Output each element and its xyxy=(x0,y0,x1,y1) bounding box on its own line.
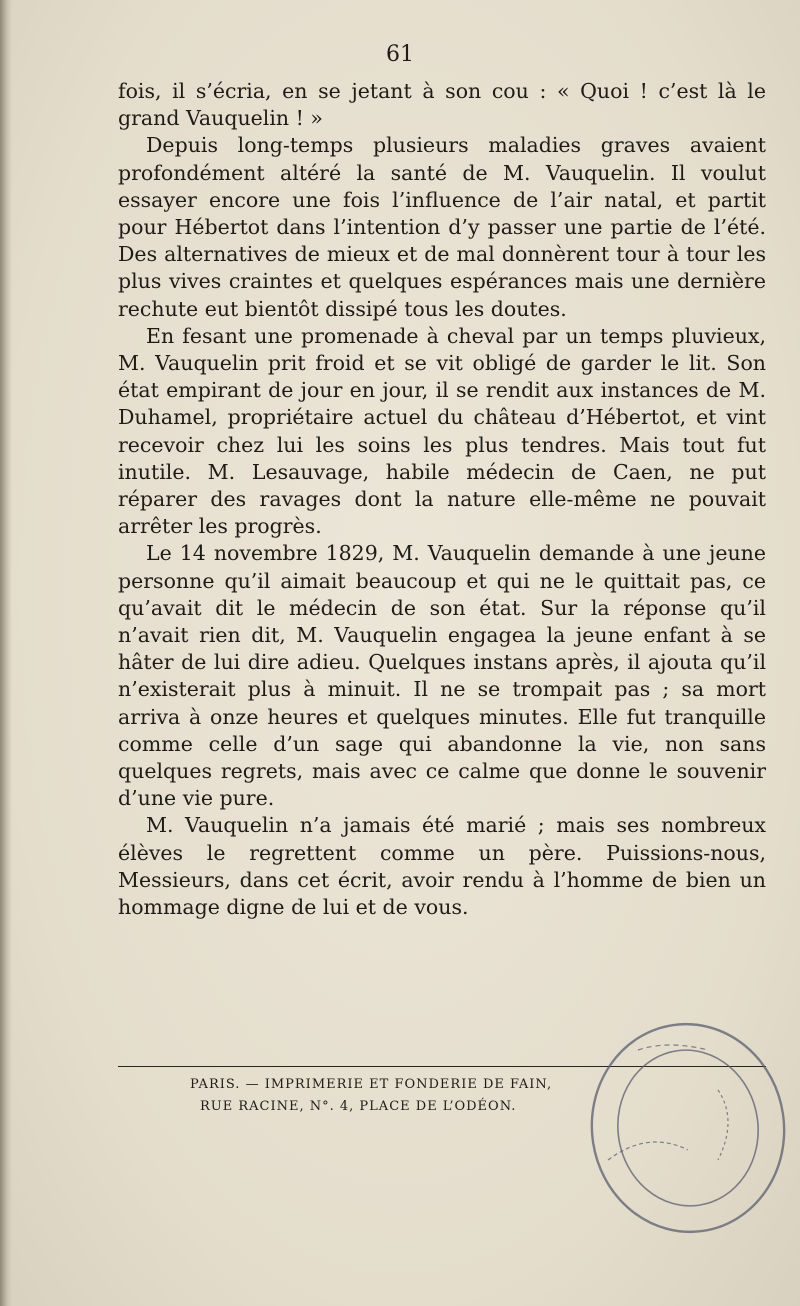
imprint-line-1: PARIS. — IMPRIMERIE ET FONDERIE DE FAIN, xyxy=(190,1077,553,1092)
library-stamp xyxy=(568,1010,796,1242)
imprint-line-2: RUE RACINE, N°. 4, PLACE DE L’ODÉON. xyxy=(200,1099,517,1114)
paragraph-2: Depuis long-temps plusieurs maladies graves avaient profondément altéré la santé de M. Vauquelin. Il voulut essayer encore une fois l’influence de l’air natal, et partit pour Hébertot dans l’intention d’y passer une partie de l’été. Des alternatives de mieux et de mal donnèrent tour à tour les plus vives craintes et quelques espérances mais une dernière rechute eut bientôt dissipé tous les doutes. xyxy=(118,133,766,321)
paragraph-5: M. Vauquelin n’a jamais été marié ; mais ses nombreux élèves le regrettent comme un père. Puissions-nous, Messieurs, dans cet écrit, avoir rendu à l’homme de bien un hommage digne de lui et de vous. xyxy=(118,813,766,920)
paragraph-3: En fesant une promenade à cheval par un temps pluvieux, M. Vauquelin prit froid et se vit obligé de garder le lit. Son état empirant de jour en jour, il se rendit aux instances de M. Duhamel, propriétaire actuel du château d’Hébertot, et vint recevoir chez lui les soins les plus tendres. Mais tout fut inutile. M. Lesauvage, habile médecin de Caen, ne put réparer des ravages dont la nature elle-même ne pouvait arrêter les progrès. xyxy=(118,323,766,539)
page-number: 61 xyxy=(386,42,414,67)
body-text xyxy=(118,78,766,921)
page-gutter-shadow xyxy=(0,0,12,1306)
paragraph-1: fois, il s’écria, en se jetant à son cou : « Quoi ! c’est là le grand Vauquelin ! » xyxy=(118,79,766,131)
paragraph-4: Le 14 novembre 1829, M. Vauquelin demande à une jeune personne qu’il aimait beaucoup et qui ne le quittait pas, ce qu’avait dit le médecin de son état. Sur la réponse qu’il n’avait rien dit, M. Vauquelin engagea la jeune enfant à se hâter de lui dire adieu. Quelques instans après, il ajouta qu’il n’existerait plus à minuit. Il ne se trompait pas ; sa mort arriva à onze heures et quelques minutes. Elle fut tranquille comme celle d’un sage qui abandonne la vie, non sans quelques regrets, mais avec ce calme que donne le souvenir d’une vie pure. xyxy=(118,541,766,811)
